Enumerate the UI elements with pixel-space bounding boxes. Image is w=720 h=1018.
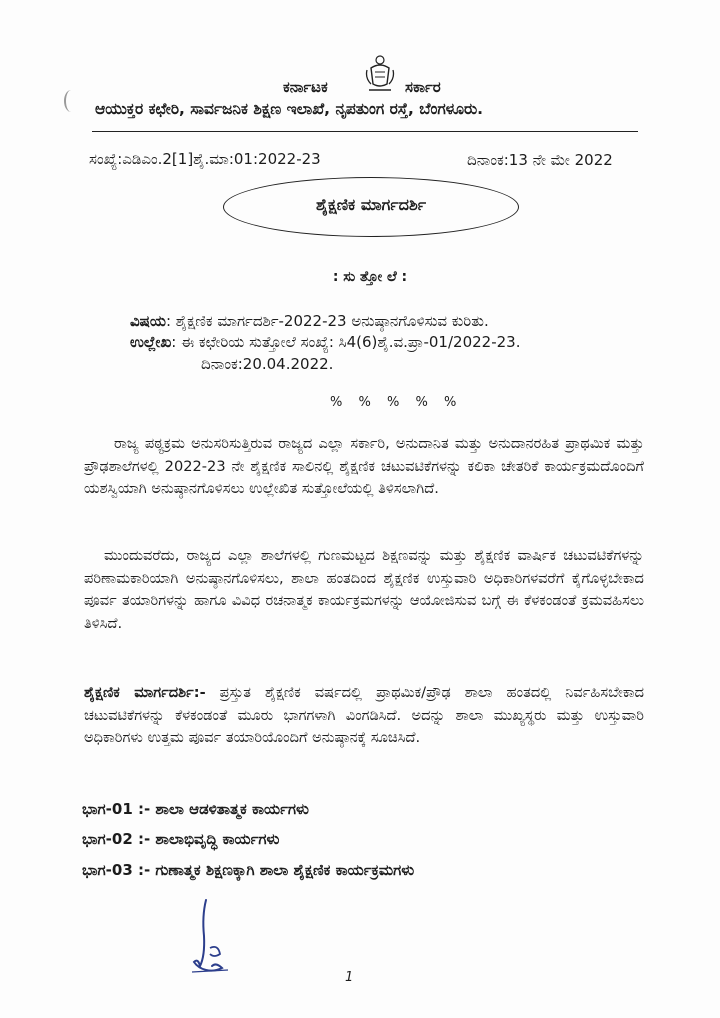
document-title: ಶೈಕ್ಷಣಿಕ ಮಾರ್ಗದರ್ಶಿ — [315, 195, 427, 214]
signature-icon — [184, 896, 234, 976]
office-address: ಆಯುಕ್ತರ ಕಛೇರಿ, ಸಾರ್ವಜನಿಕ ಶಿಕ್ಷಣ ಇಲಾಖೆ, ನೃಪತುಂಗ ರಸ್ತೆ, ಬೆಂಗಳೂರು. — [95, 100, 484, 118]
state-name: ಕರ್ನಾಟಕ — [283, 78, 328, 96]
section-separator: % % % % % — [330, 395, 459, 410]
document-date: ದಿನಾಂಕ:13 ನೇ ಮೇ 2022 — [467, 151, 613, 169]
reference-label: ಉಲ್ಲೇಖ — [130, 333, 172, 351]
reference-date: ದಿನಾಂಕ:20.04.2022. — [201, 355, 334, 373]
paragraph-intro: ರಾಜ್ಯ ಪಠ್ಯಕ್ರಮ ಅನುಸರಿಸುತ್ತಿರುವ ರಾಜ್ಯದ ಎಲ್ಲಾ ಸರ್ಕಾರಿ, ಅನುದಾನಿತ ಮತ್ತು ಅನುದಾನರಹಿತ ಪ್ರಾಥಮಿಕ ಮತ್ತು ಪ್ರೌಢಶಾಲೆಗಳಲ್ಲಿ 2022-23 ನೇ ಶೈಕ್ಷಣಿಕ ಸಾಲಿನಲ್ಲಿ ಶೈಕ್ಷಣಿಕ ಚಟುವಟಿಕೆಗಳನ್ನು ಕಲಿಕಾ ಚೇತರಿಕೆ ಕಾರ್ಯಕ್ರಮದೊಂದಿಗೆ ಯಶಸ್ವಿಯಾಗಿ ಅನುಷ್ಠಾನಗೊಳಿಸಲು ಉಲ್ಲೇಖಿತ ಸುತ್ತೋಲೆಯಲ್ಲಿ ತಿಳಿಸಲಾಗಿದೆ. — [84, 435, 644, 498]
subject-text: : ಶೈಕ್ಷಣಿಕ ಮಾರ್ಗದರ್ಶಿ-2022-23 ಅನುಷ್ಠಾನಗೊಳಿಸುವ ಕುರಿತು. — [165, 312, 489, 330]
subject-line — [130, 312, 489, 330]
part-item: ಭಾಗ-01 :- ಶಾಲಾ ಆಡಳಿತಾತ್ಮಕ ಕಾರ್ಯಗಳು — [82, 800, 309, 818]
subject-label: ವಿಷಯ — [130, 312, 166, 330]
header-divider — [92, 131, 638, 132]
reference-line — [130, 333, 520, 351]
punch-hole-mark — [64, 90, 78, 112]
guidance-text: ಪ್ರಸ್ತುತ ಶೈಕ್ಷಣಿಕ ವರ್ಷದಲ್ಲಿ ಪ್ರಾಥಮಿಕ/ಪ್ರೌಢ ಶಾಲಾ ಹಂತದಲ್ಲಿ ನಿರ್ವಹಿಸಬೇಕಾದ ಚಟುವಟಿಕೆಗಳನ್ನು ಕೆಳಕಂಡಂತೆ ಮೂರು ಭಾಗಗಳಾಗಿ ವಿಂಗಡಿಸಿದೆ. ಅದನ್ನು ಶಾಲಾ ಮುಖ್ಯಸ್ಥರು ಮತ್ತು ಉಸ್ತುವಾರಿ ಅಧಿಕಾರಿಗಳು ಉತ್ತಮ ಪೂರ್ವ ತಯಾರಿಯೊಂದಿಗೆ ಅನುಷ್ಠಾನಕ್ಕೆ ಸೂಚಿಸಿದೆ. — [84, 684, 644, 747]
reference-number: ಸಂಖ್ಯೆ:ಎಡಿಎಂ.2[1]ಶೈ.ಮಾ:01:2022-23 — [89, 150, 321, 168]
circular-label: : ಸು ತ್ತೋ ಲೆ : — [332, 269, 408, 285]
guidance-paragraph — [84, 682, 644, 750]
page-number: 1 — [345, 970, 354, 985]
paragraph-continuation: ಮುಂದುವರೆದು, ರಾಜ್ಯದ ಎಲ್ಲಾ ಶಾಲೆಗಳಲ್ಲಿ ಗುಣಮಟ್ಟದ ಶಿಕ್ಷಣವನ್ನು ಮತ್ತು ಶೈಕ್ಷಣಿಕ ವಾರ್ಷಿಕ ಚಟುವಟಿಕೆಗಳನ್ನು ಪರಿಣಾಮಕಾರಿಯಾಗಿ ಅನುಷ್ಠಾನಗೊಳಿಸಲು, ಶಾಲಾ ಹಂತದಿಂದ ಶೈಕ್ಷಣಿಕ ಉಸ್ತುವಾರಿ ಅಧಿಕಾರಿಗಳವರೆಗೆ ಕೈಗೊಳ್ಳಬೇಕಾದ ಪೂರ್ವ ತಯಾರಿಗಳನ್ನು ಹಾಗೂ ವಿವಿಧ ರಚನಾತ್ಮಕ ಕಾರ್ಯಕ್ರಮಗಳನ್ನು ಆಯೋಜಿಸುವ ಬಗ್ಗೆ ಈ ಕೆಳಕಂಡಂತೆ ಕ್ರಮವಹಿಸಲು ತಿಳಿಸಿದೆ. — [84, 547, 644, 632]
part-item: ಭಾಗ-03 :- ಗುಣಾತ್ಮಕ ಶಿಕ್ಷಣಕ್ಕಾಗಿ ಶಾಲಾ ಶೈಕ್ಷಣಿಕ ಕಾರ್ಯಕ್ರಮಗಳು — [82, 861, 415, 879]
part-item: ಭಾಗ-02 :- ಶಾಲಾಭಿವೃದ್ಧಿ ಕಾರ್ಯಗಳು — [82, 830, 280, 848]
guidance-label: ಶೈಕ್ಷಣಿಕ ಮಾರ್ಗದರ್ಶಿ:- — [84, 684, 206, 701]
government-label: ಸರ್ಕಾರ — [405, 78, 441, 96]
state-emblem-icon — [363, 54, 397, 94]
reference-text: : ಈ ಕಛೇರಿಯ ಸುತ್ತೋಲೆ ಸಂಖ್ಯೆ: ಸಿ4(6)ಶೈ.ವ.ಪ್ರಾ-01/2022-23. — [171, 333, 521, 351]
